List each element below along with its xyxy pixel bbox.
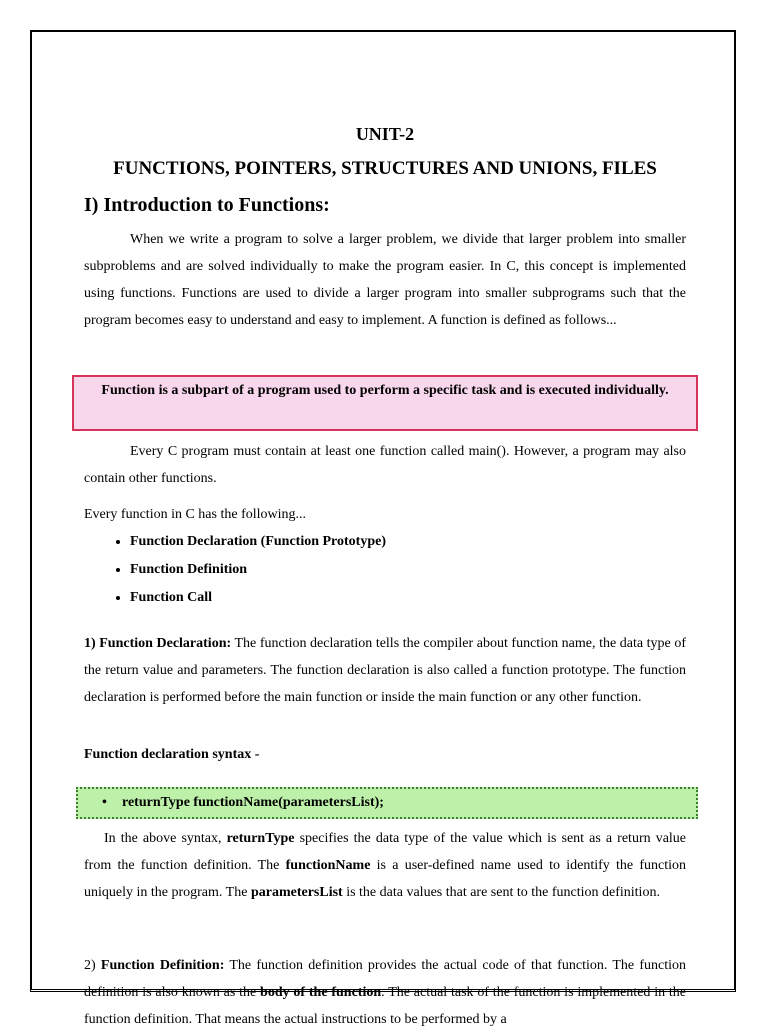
syntax-heading: Function declaration syntax -	[84, 747, 260, 762]
section-heading: I) Introduction to Functions:	[84, 194, 330, 216]
explain-text-2: specifies the data type of the value which is sent as a return value from the function definition. The	[84, 831, 687, 873]
definition-label: Function Definition:	[100, 958, 225, 973]
page-border	[30, 30, 736, 1027]
list-item: • Function Definition	[130, 556, 386, 584]
declaration-paragraph	[84, 630, 686, 711]
list-item: • Function Declaration (Function Prototype)	[130, 528, 386, 556]
definition-paragraph	[84, 952, 686, 1033]
function-parts-list	[84, 528, 386, 612]
definition-text-1: The function definition provides the actual code of that function. The function definition is also known as the	[84, 958, 686, 1000]
unit-title: UNIT-2	[355, 124, 415, 144]
explain-text-3: is a user-defined name used to identify the function uniquely in the program. The	[84, 858, 687, 900]
syntax-line: returnType functionName(parametersList);	[122, 795, 384, 810]
list-item: • Function Call	[130, 584, 386, 612]
main-function-paragraph: Every C program must contain at least one function called main(). However, a program may also contain other functions.	[84, 444, 686, 486]
explain-text-4: is the data values that are sent to the function definition.	[342, 885, 660, 900]
definition-text-2: . The actual task of the function is implemented in the function definition. That means the actual instructions to be performed by a	[84, 985, 687, 1027]
explain-text-1: In the above syntax,	[104, 831, 227, 846]
following-paragraph: Every function in C has the following...	[84, 507, 307, 522]
definition-box: Function is a subpart of a program used to perform a specific task and is executed individually.	[72, 375, 698, 431]
intro-paragraph: When we write a program to solve a larger problem, we divide that larger problem into smaller subproblems and are solved individually to make the program easier. In C, this concept is implemented using functions. Functions are used to divide a larger program into smaller subprograms such that the program becomes easy to understand and easy to implement. A function is defined as follows...	[84, 232, 686, 328]
definition-bold-1: body of the function	[260, 985, 382, 1000]
syntax-explanation	[84, 825, 686, 906]
definition-number: 2)	[84, 958, 101, 973]
explain-bold-2: functionName	[285, 858, 371, 873]
explain-bold-3: parametersList	[250, 885, 343, 900]
explain-bold-1: returnType	[226, 831, 295, 846]
unit-subtitle: FUNCTIONS, POINTERS, STRUCTURES AND UNIONS, FILES	[113, 158, 657, 179]
declaration-label: 1) Function Declaration:	[84, 636, 232, 651]
bullet-icon: •	[102, 795, 107, 810]
declaration-text: The function declaration tells the compiler about function name, the data type of the return value and parameters. The function declaration is also called a function prototype. The function declaration is performed before the main function or inside the main function or any other function.	[84, 636, 686, 705]
syntax-box	[76, 787, 698, 819]
